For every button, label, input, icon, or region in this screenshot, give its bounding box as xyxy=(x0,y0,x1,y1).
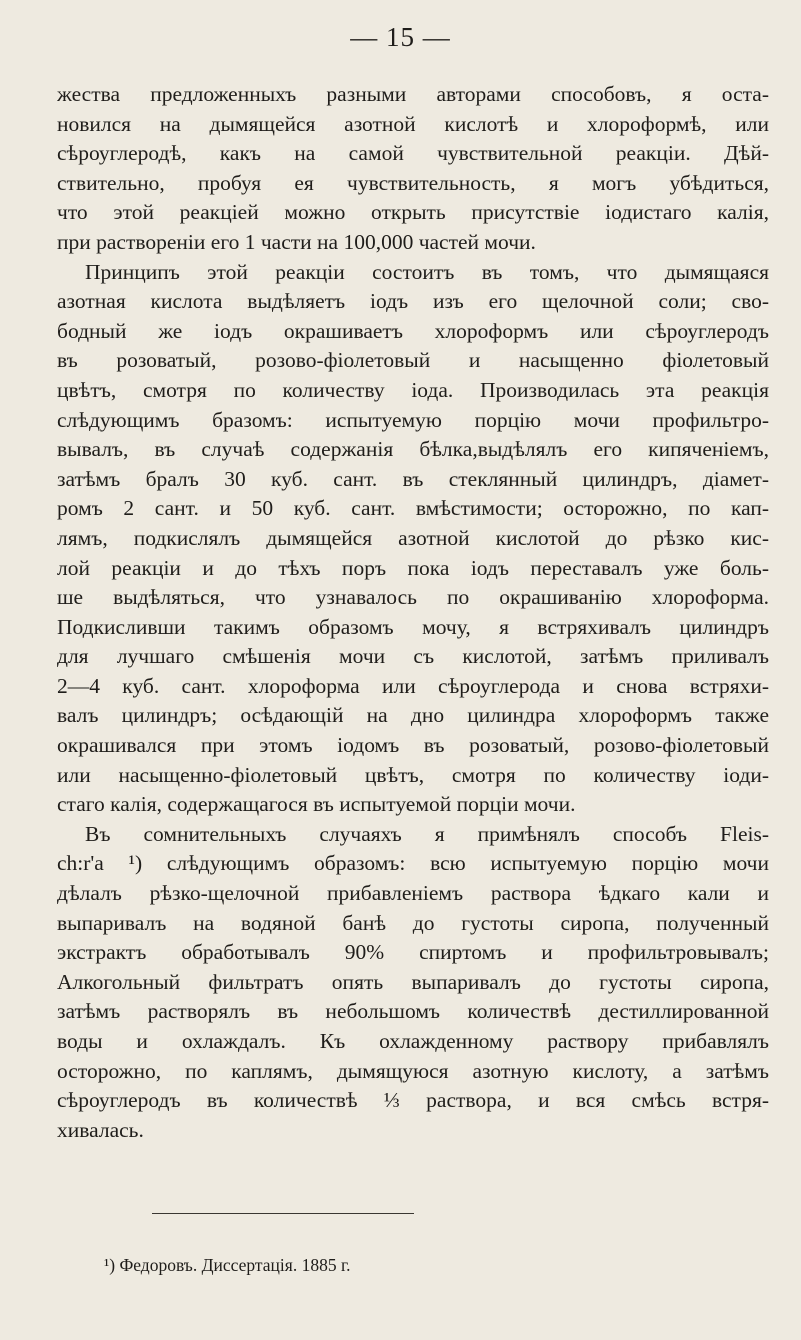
text-line: затѣмъ растворялъ въ небольшомъ количествѣ дестиллированной xyxy=(57,999,769,1024)
text-line: Алкогольный фильтратъ опять выпаривалъ до густоты сиропа, xyxy=(57,969,769,994)
text-line: затѣмъ бралъ 30 куб. сант. въ стеклянный цилиндръ, діамет- xyxy=(57,466,769,491)
footnote-divider xyxy=(152,1213,414,1214)
body-text xyxy=(57,80,769,1145)
footnote: ¹) Федоровъ. Диссертація. 1885 г. xyxy=(104,1255,351,1275)
text-line: ствительно, пробуя ея чувствительность, я могъ убѣдиться, xyxy=(57,170,769,195)
text-line: осторожно, по каплямъ, дымящуюся азотную кислоту, а затѣмъ xyxy=(57,1058,769,1083)
text-line: экстрактъ обработывалъ 90% спиртомъ и профильтровывалъ; xyxy=(57,940,769,965)
text-line: новился на дымящейся азотной кислотѣ и хлороформѣ, или xyxy=(57,111,769,136)
text-line: или насыщенно-фіолетовый цвѣтъ, смотря по количеству іоди- xyxy=(57,762,769,787)
text-line: для лучшаго смѣшенія мочи съ кислотой, затѣмъ приливалъ xyxy=(57,644,769,669)
text-line: цвѣтъ, смотря по количеству іода. Производилась эта реакція xyxy=(57,377,769,402)
text-line: стаго калія, содержащагося въ испытуемой порціи мочи. xyxy=(57,792,576,817)
text-line: Подкисливши такимъ образомъ мочу, я встряхивалъ цилиндръ xyxy=(57,614,769,639)
text-line: ше выдѣляться, что узнавалось по окрашиванію хлороформа. xyxy=(57,585,769,610)
text-line: хивалась. xyxy=(57,1117,144,1142)
text-line: воды и охлаждалъ. Къ охлажденному раствору прибавлялъ xyxy=(57,1029,769,1053)
text-line: слѣдующимъ бразомъ: испытуемую порцію мочи профильтро- xyxy=(57,407,769,432)
text-line: дѣлалъ рѣзко-щелочной прибавленіемъ раствора ѣдкаго кали и xyxy=(57,881,769,906)
text-line: ромъ 2 сант. и 50 куб. сант. вмѣстимости; осторожно, по кап- xyxy=(57,496,769,521)
text-line: при раствореніи его 1 части на 100,000 частей мочи. xyxy=(57,229,536,254)
text-line: азотная кислота выдѣляетъ іодъ изъ его щелочной соли; сво- xyxy=(57,289,769,314)
text-line: ch:r'a ¹) слѣдующимъ образомъ: всю испытуемую порцію мочи xyxy=(57,851,769,876)
text-line: окрашивался при этомъ іодомъ въ розоватый, розово-фіолетовый xyxy=(57,733,769,758)
text-line: сѣроуглеродъ въ количествѣ ⅓ раствора, и вся смѣсь встря- xyxy=(57,1088,769,1113)
text-line: въ розоватый, розово-фіолетовый и насыщенно фіолетовый xyxy=(57,348,769,373)
text-line: лямъ, подкислялъ дымящейся азотной кислотой до рѣзко кис- xyxy=(57,525,769,550)
text-line: 2—4 куб. сант. хлороформа или сѣроуглерода и снова встряхи- xyxy=(57,673,769,698)
text-line: сѣроуглеродѣ, какъ на самой чувствительной реакціи. Дѣй- xyxy=(57,141,769,166)
page-number: — 15 — xyxy=(350,22,451,52)
text-line: жества предложенныхъ разными авторами способовъ, я оста- xyxy=(57,82,769,106)
text-line: валъ цилиндръ; осѣдающій на дно цилиндра хлороформъ также xyxy=(57,703,769,728)
text-line: Принципъ этой реакціи состоитъ въ томъ, что дымящаяся xyxy=(85,259,769,284)
text-line: выпаривалъ на водяной банѣ до густоты сиропа, полученный xyxy=(57,910,769,935)
text-line: Въ сомнительныхъ случаяхъ я примѣнялъ способъ Fleis- xyxy=(85,821,769,846)
text-line: вывалъ, въ случаѣ содержанія бѣлка,выдѣлялъ его кипяченіемъ, xyxy=(57,437,769,462)
text-line: лой реакціи и до тѣхъ поръ пока іодъ переставалъ уже боль- xyxy=(57,555,769,580)
text-line: что этой реакціей можно открыть присутствіе іодистаго калія, xyxy=(57,200,769,225)
text-line: бодный же іодъ окрашиваетъ хлороформъ или сѣроуглеродъ xyxy=(57,318,769,343)
